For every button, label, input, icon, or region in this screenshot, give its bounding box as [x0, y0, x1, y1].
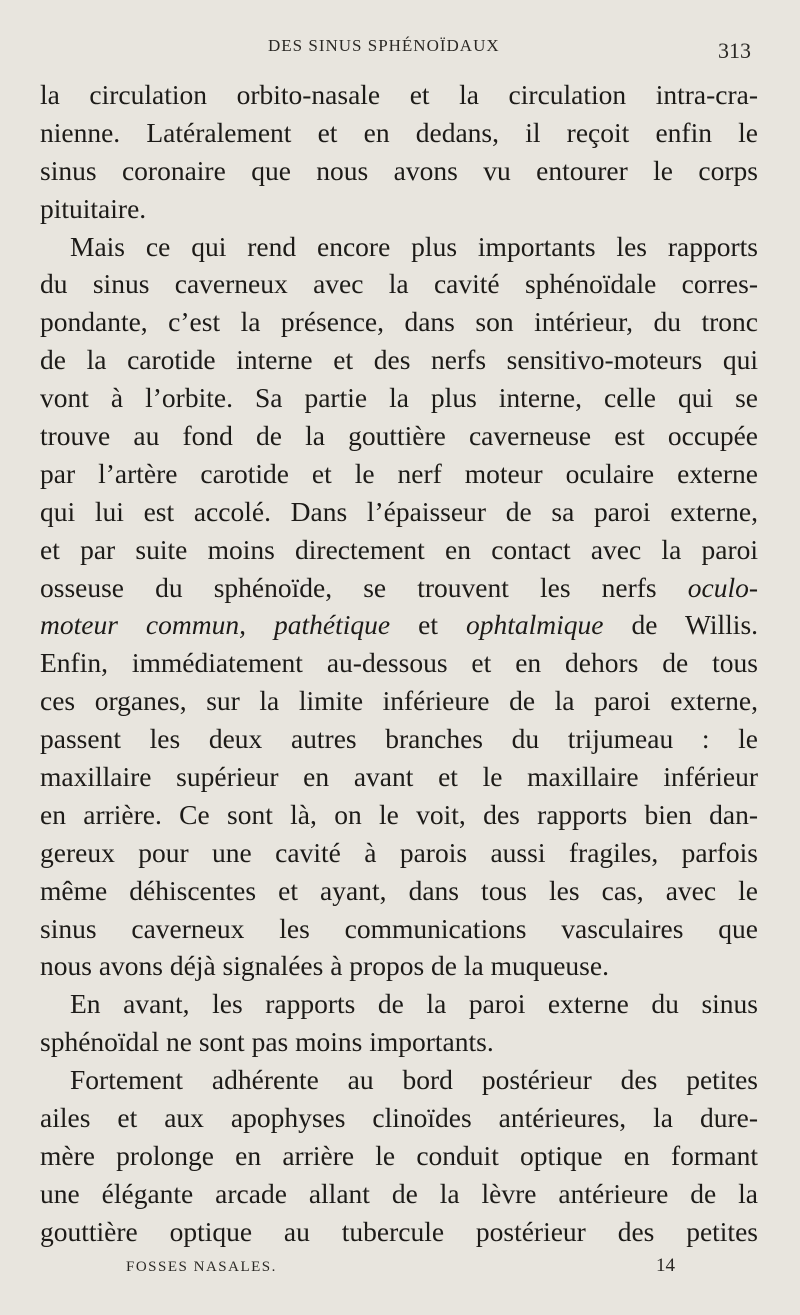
text-line: une élégante arcade allant de la lèvre antérieure de la — [40, 1177, 758, 1209]
text-line: sinus caverneux les communications vasculaires que — [40, 912, 758, 944]
text-line: ces organes, sur la limite inférieure de la paroi externe, — [40, 685, 758, 717]
text-line: sinus coronaire que nous avons vu entourer le corps — [40, 154, 758, 186]
text-line — [40, 569, 758, 607]
text-line: ailes et aux apophyses clinoïdes antérieures, la dure- — [40, 1102, 758, 1134]
text-line: par l’artère carotide et le nerf moteur oculaire externe — [40, 457, 758, 489]
text-line: la circulation orbito-nasale et la circulation intra-cra- — [40, 79, 758, 110]
text-line: Enfin, immédiatement au-dessous et en dehors de tous — [40, 647, 758, 679]
body-text — [40, 76, 758, 1251]
text-line: en arrière. Ce sont là, on le voit, des rapports bien dan- — [40, 798, 758, 830]
text-line: mère prolonge en arrière le conduit optique en formant — [40, 1139, 758, 1171]
text-line: pituitaire. — [40, 192, 147, 224]
text-line: nienne. Latéralement et en dedans, il reçoit enfin le — [40, 116, 758, 148]
text-line: Mais ce qui rend encore plus importants les rapports — [70, 230, 758, 262]
text-line — [40, 606, 758, 644]
text-line: gereux pour une cavité à parois aussi fragiles, parfois — [40, 836, 758, 868]
text-line: maxillaire supérieur en avant et le maxillaire inférieur — [40, 761, 758, 793]
text-line: nous avons déjà signalées à propos de la muqueuse. — [40, 950, 609, 982]
text-line: du sinus caverneux avec la cavité sphénoïdale corres- — [40, 268, 758, 300]
text-line: Fortement adhérente au bord postérieur des petites — [70, 1064, 758, 1096]
sheet-number: 14 — [656, 1255, 675, 1276]
text-line: sphénoïdal ne sont pas moins importants. — [40, 1026, 494, 1058]
printer-signature: FOSSES NASALES. — [126, 1259, 277, 1275]
text-line: En avant, les rapports de la paroi externe du sinus — [70, 988, 758, 1020]
page-number: 313 — [718, 38, 751, 63]
text-line: vont à l’orbite. Sa partie la plus interne, celle qui se — [40, 382, 758, 414]
running-head — [0, 36, 800, 66]
text-line: de la carotide interne et des nerfs sensitivo-moteurs qui — [40, 344, 758, 376]
text-line: gouttière optique au tubercule postérieur des petites — [40, 1215, 758, 1247]
text-segment: osseuse du sphénoïde, se trouvent les nerfs — [40, 571, 657, 603]
italic-term: oculo- — [687, 571, 758, 603]
text-segment: et — [418, 609, 438, 641]
text-line: pondante, c’est la présence, dans son intérieur, du tronc — [40, 306, 758, 338]
text-line: trouve au fond de la gouttière caverneuse est occupée — [40, 420, 758, 452]
text-line: et par suite moins directement en contact avec la paroi — [40, 533, 758, 565]
italic-term: moteur commun, pathétique — [40, 609, 391, 641]
running-title: DES SINUS SPHÉNOÏDAUX — [268, 36, 500, 55]
text-line: qui lui est accolé. Dans l’épaisseur de sa paroi externe, — [40, 495, 758, 527]
page-footer — [0, 1255, 800, 1285]
text-segment: de Willis. — [631, 609, 759, 641]
text-line: passent les deux autres branches du trijumeau : le — [40, 723, 758, 755]
italic-term: ophtalmique — [466, 609, 604, 641]
text-line: même déhiscentes et ayant, dans tous les cas, avec le — [40, 874, 758, 906]
